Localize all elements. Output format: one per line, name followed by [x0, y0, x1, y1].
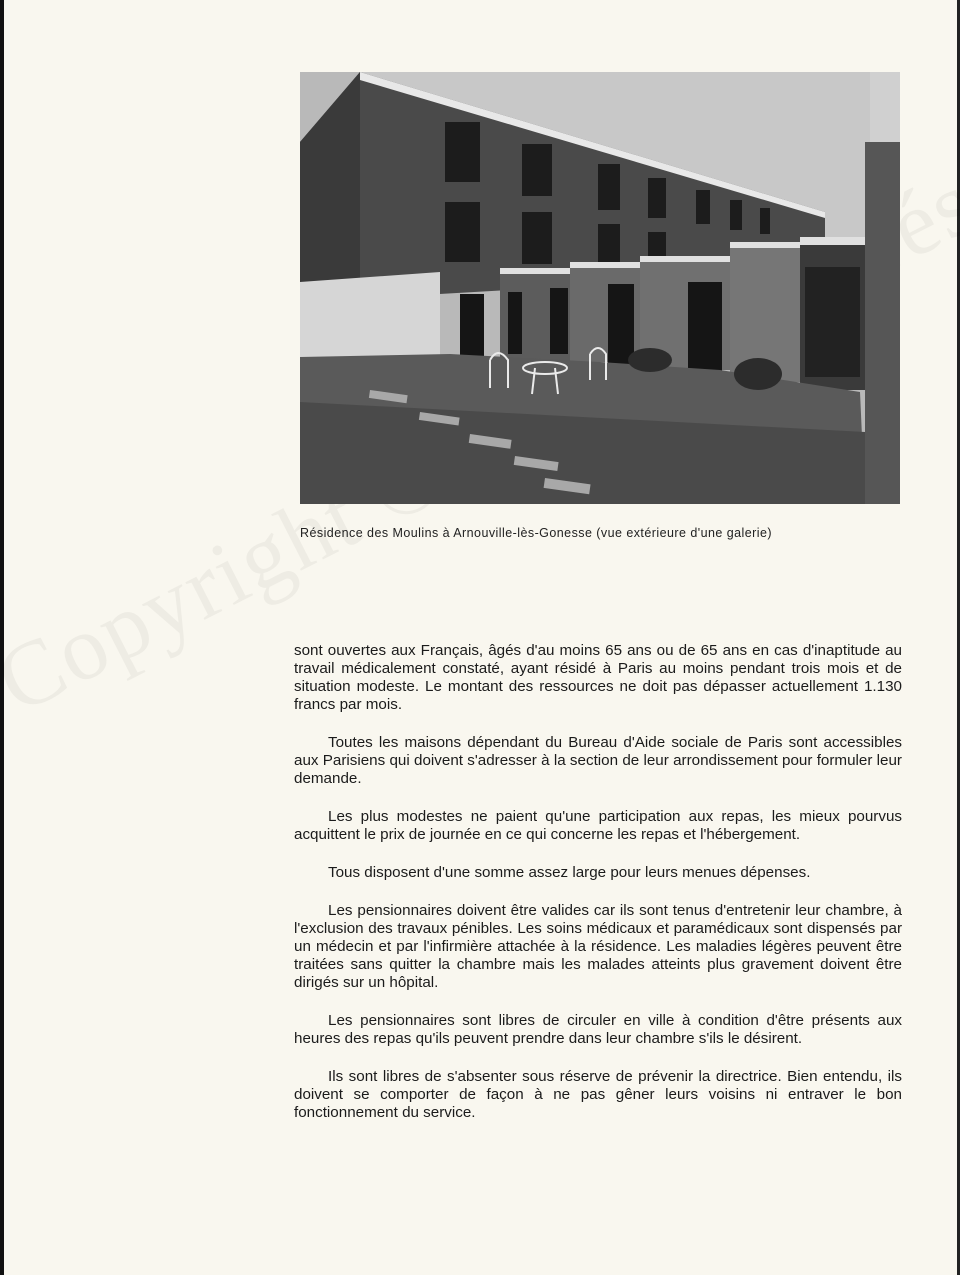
paragraph: sont ouvertes aux Français, âgés d'au moins 65 ans ou de 65 ans en cas d'inaptitude au travail médicalement constaté, ayant résidé à Paris au moins pendant trois mois et de situation modeste. Le montant des ressources ne doit pas dépasser actuellement 1.130 francs par mois.	[294, 642, 902, 713]
paragraph: Les pensionnaires doivent être valides car ils sont tenus d'entretenir leur chambre, à l'exclusion des travaux pénibles. Les soins médicaux et paramédicaux sont dispensés par un médecin et par l'infirmière attachée à la résidence. Les maladies légères peuvent être traitées sans quitter la chambre mais les malades atteints plus gravement doivent être dirigés sur un hôpital.	[294, 902, 902, 991]
body-text	[294, 642, 902, 1142]
paragraph: Ils sont libres de s'absenter sous réserve de prévenir la directrice. Bien entendu, ils doivent se comporter de façon à ne pas gêner leurs voisins ni entraver le bon fonctionnement du service.	[294, 1068, 902, 1121]
paragraph: Les pensionnaires sont libres de circuler en ville à condition d'être présents aux heures des repas qu'ils peuvent prendre dans leur chambre s'ils le désirent.	[294, 1012, 902, 1047]
paragraph: Tous disposent d'une somme assez large pour leurs menues dépenses.	[328, 864, 811, 881]
building-illustration	[300, 72, 900, 504]
photo-caption: Résidence des Moulins à Arnouville-lès-Gonesse (vue extérieure d'une galerie)	[300, 526, 772, 540]
residence-photo	[300, 72, 900, 504]
paragraph: Les plus modestes ne paient qu'une participation aux repas, les mieux pourvus acquittent le prix de journée en ce qui concerne les repas et l'hébergement.	[294, 808, 902, 843]
paragraph: Toutes les maisons dépendant du Bureau d'Aide sociale de Paris sont accessibles aux Parisiens qui doivent s'adresser à la section de leur arrondissement pour formuler leur demande.	[294, 734, 902, 787]
